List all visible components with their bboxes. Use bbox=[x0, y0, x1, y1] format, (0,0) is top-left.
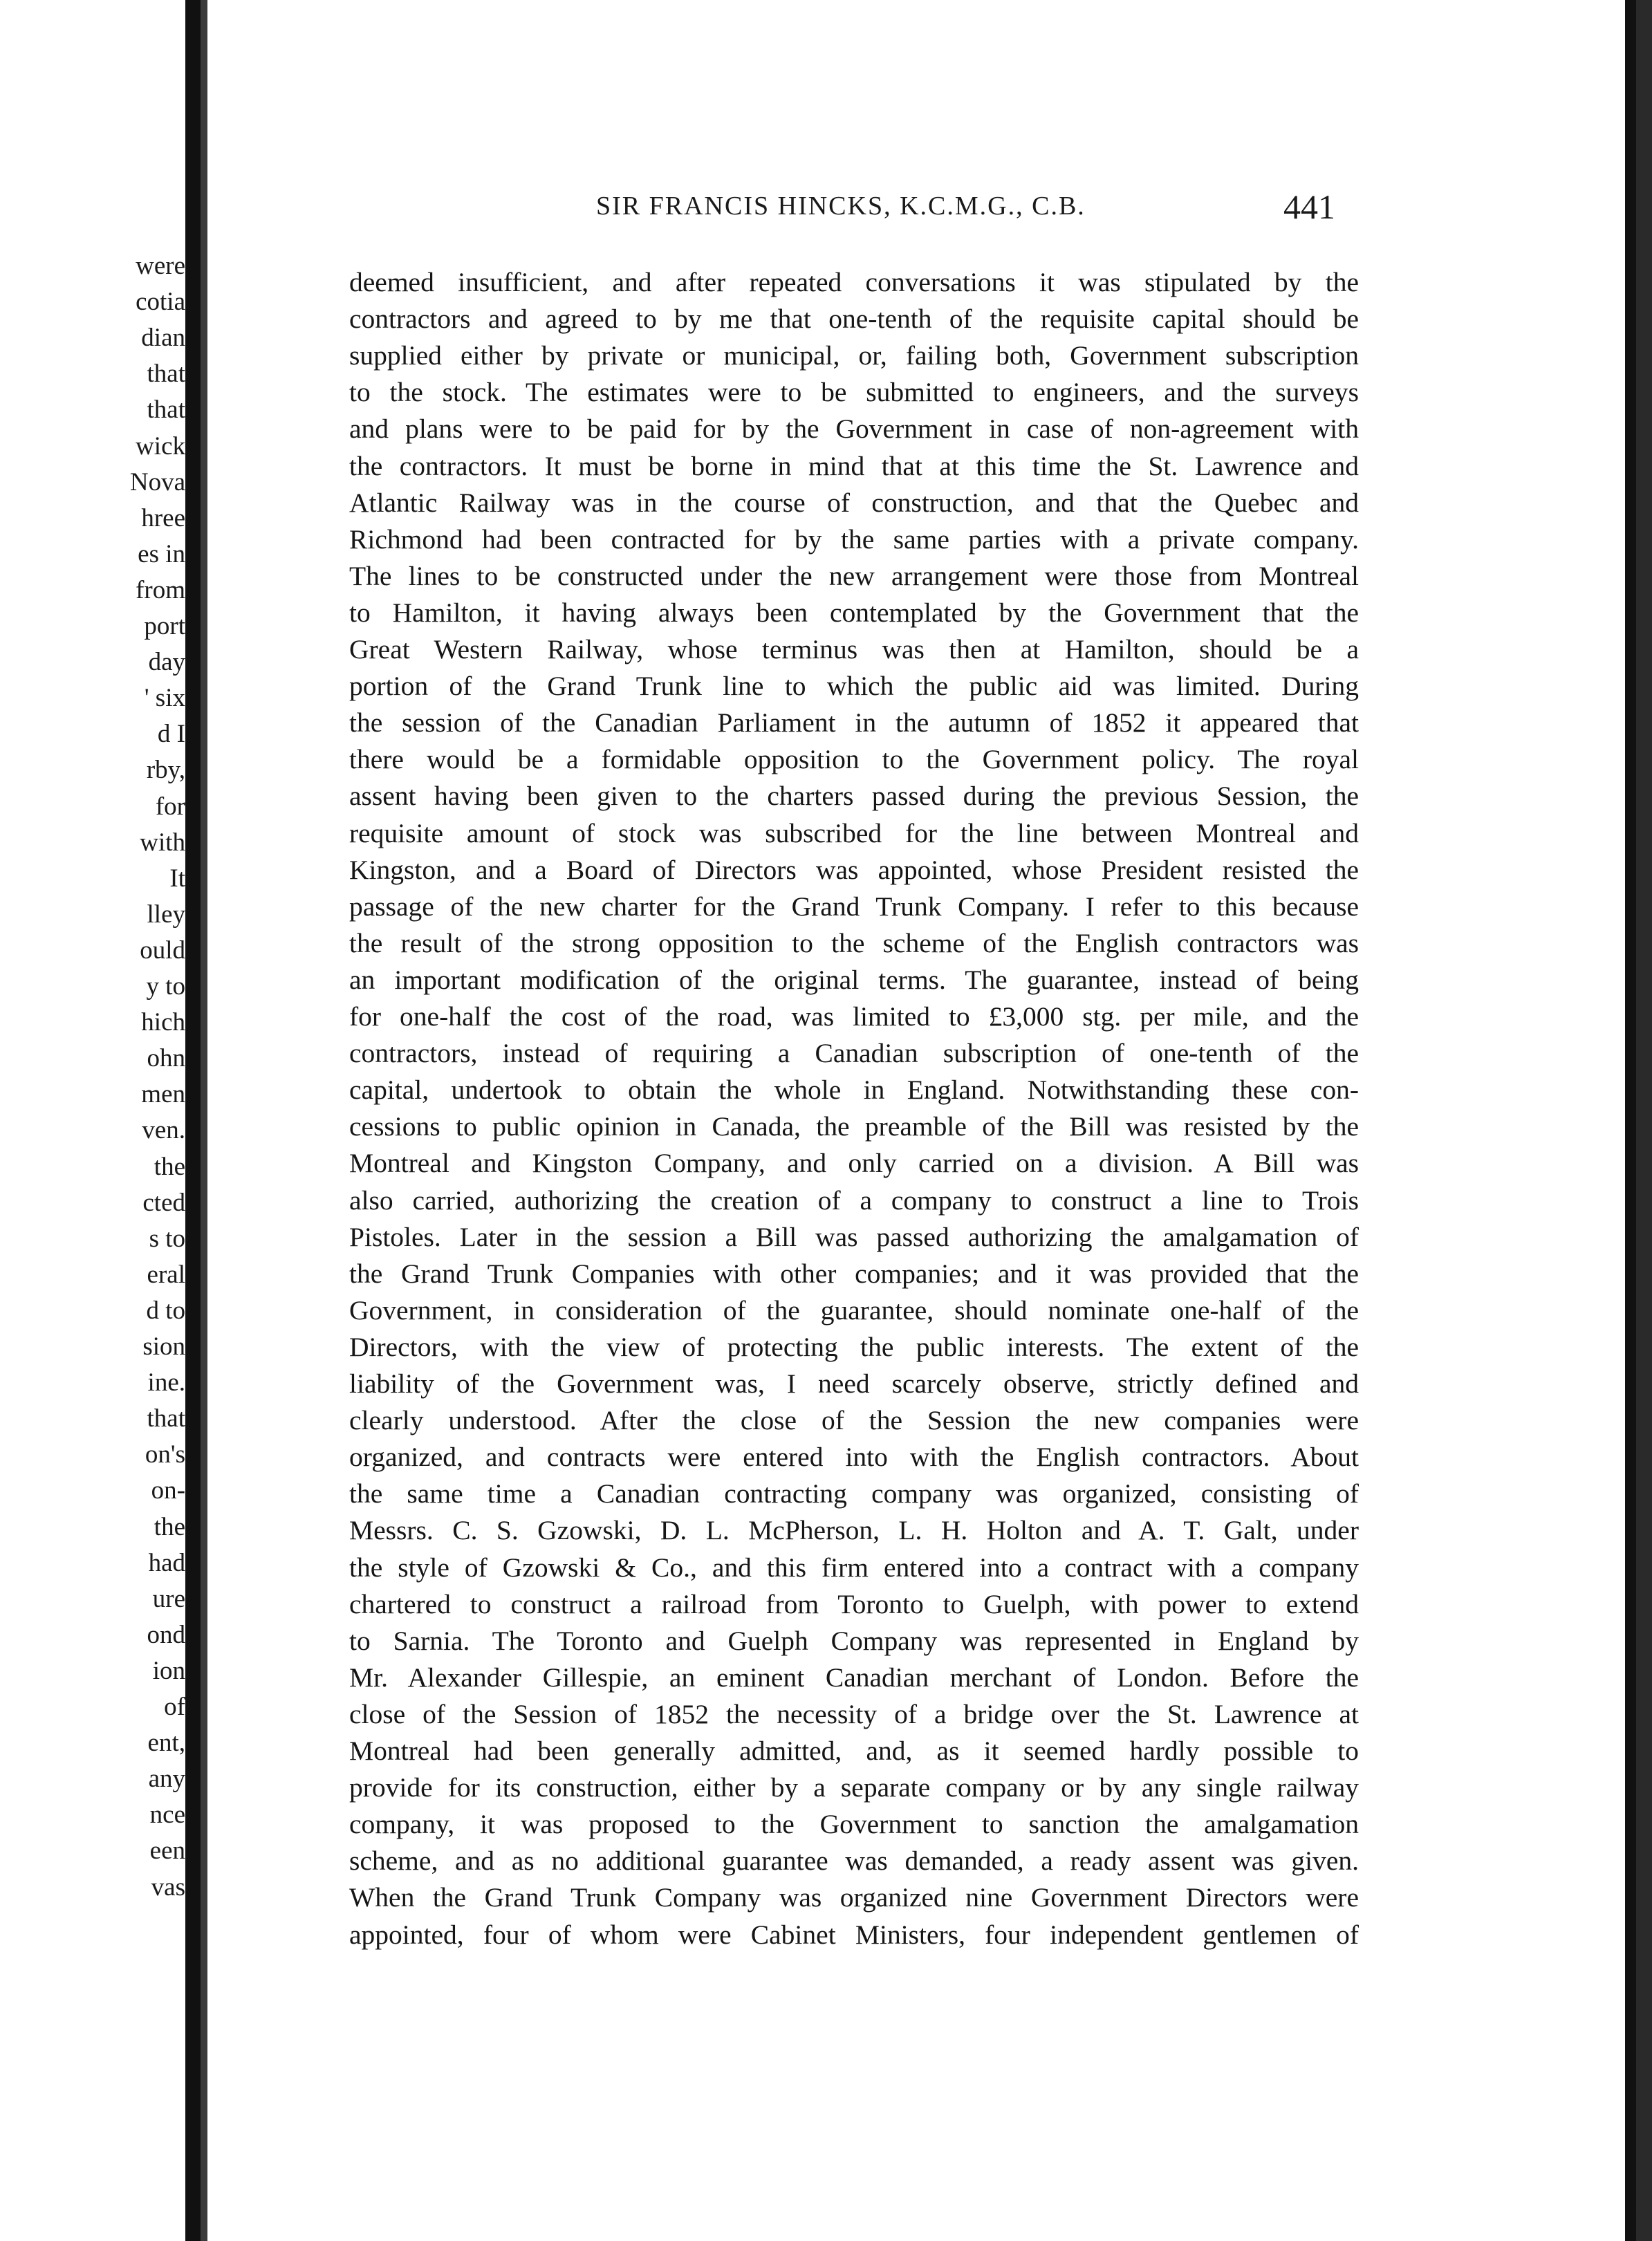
text-line: the result of the strong opposition to the scheme of the English contractors was bbox=[349, 927, 1359, 958]
text-line: the session of the Canadian Parliament in the autumn of 1852 it appeared that bbox=[349, 707, 1359, 738]
text-line: Directors, with the view of protecting the public interests. The extent of the bbox=[349, 1331, 1359, 1362]
facing-page-fragment: lley bbox=[147, 900, 185, 929]
text-line: appointed, four of whom were Cabinet Ministers, four independent gentlemen of bbox=[349, 1919, 1359, 1950]
facing-page-fragment: ould bbox=[140, 936, 185, 965]
facing-page-fragment: from bbox=[136, 575, 185, 604]
facing-page-fragment: nce bbox=[149, 1801, 185, 1830]
text-line: capital, undertook to obtain the whole in England. Notwithstanding these con- bbox=[349, 1075, 1359, 1106]
text-line: contractors and agreed to by me that one-tenth of the requisite capital should be bbox=[349, 304, 1359, 335]
text-line: the style of Gzowski & Co., and this firm entered into a contract with a company bbox=[349, 1552, 1359, 1583]
facing-page-fragment: that bbox=[147, 360, 185, 389]
text-line: deemed insufficient, and after repeated conversations it was stipulated by the bbox=[349, 267, 1359, 297]
facing-page-fragment: It bbox=[169, 864, 185, 893]
text-line: cessions to public opinion in Canada, the preamble of the Bill was resisted by the bbox=[349, 1111, 1359, 1142]
text-line: The lines to be constructed under the new arrangement were those from Montreal bbox=[349, 560, 1359, 591]
running-head: SIR FRANCIS HINCKS, K.C.M.G., C.B. bbox=[596, 192, 1086, 221]
facing-page-fragment: on- bbox=[151, 1476, 185, 1505]
facing-page-fragment: day bbox=[148, 648, 185, 677]
text-line: Great Western Railway, whose terminus was then at Hamilton, should be a bbox=[349, 634, 1359, 664]
facing-page-fragment: Nova bbox=[129, 467, 185, 496]
facing-page-fragment: port bbox=[144, 612, 185, 640]
facing-page-fragment: were bbox=[136, 252, 185, 280]
facing-page-fragment: that bbox=[147, 396, 185, 425]
facing-page-fragment: the bbox=[154, 1152, 185, 1181]
text-line: also carried, authorizing the creation of a company to construct a line to Trois bbox=[349, 1184, 1359, 1216]
facing-page-fragment: ' six bbox=[144, 684, 185, 713]
text-line: close of the Session of 1852 the necessity of a bridge over the St. Lawrence at bbox=[349, 1698, 1359, 1729]
text-line: Pistoles. Later in the session a Bill was passed authorizing the amalgamation of bbox=[349, 1221, 1359, 1252]
text-line: clearly understood. After the close of the Session the new companies were bbox=[349, 1405, 1359, 1436]
text-line: chartered to construct a railroad from Toronto to Guelph, with power to extend bbox=[349, 1588, 1359, 1619]
text-line: and plans were to be paid for by the Government in case of non-agreement with bbox=[349, 413, 1359, 445]
facing-page-fragment: eral bbox=[147, 1260, 185, 1289]
scan-speck bbox=[1628, 443, 1631, 452]
facing-page-fragment: of bbox=[164, 1693, 185, 1721]
text-line: Montreal and Kingston Company, and only carried on a division. A Bill was bbox=[349, 1148, 1359, 1179]
text-line: Mr. Alexander Gillespie, an eminent Canadian merchant of London. Before the bbox=[349, 1662, 1359, 1693]
facing-page-fragment: ent, bbox=[147, 1729, 185, 1758]
text-line: When the Grand Trunk Company was organized nine Government Directors were bbox=[349, 1882, 1359, 1913]
text-line: Government, in consideration of the guarantee, should nominate one-half of the bbox=[349, 1294, 1359, 1326]
text-line: assent having been given to the charters passed during the previous Session, the bbox=[349, 781, 1359, 812]
facing-page-fragment: ond bbox=[147, 1620, 185, 1649]
text-line: to Sarnia. The Toronto and Guelph Company was represented in England by bbox=[349, 1625, 1359, 1656]
page-number: 441 bbox=[1283, 187, 1335, 226]
facing-page-fragment: wick bbox=[136, 431, 185, 461]
facing-page-fragment: dian bbox=[141, 324, 185, 353]
text-line: Kingston, and a Board of Directors was appointed, whose President resisted the bbox=[349, 854, 1359, 885]
text-line: the same time a Canadian contracting company was organized, consisting of bbox=[349, 1478, 1359, 1509]
text-line: Richmond had been contracted for by the same parties with a private company. bbox=[349, 523, 1359, 555]
facing-page-fragment: ure bbox=[152, 1584, 185, 1613]
facing-page-fragment: d I bbox=[157, 720, 185, 749]
page-gutter-left bbox=[185, 0, 201, 2241]
text-line: liability of the Government was, I need scarcely observe, strictly defined and bbox=[349, 1368, 1359, 1399]
facing-page-fragment: for bbox=[155, 792, 185, 821]
facing-page-fragment: any bbox=[148, 1765, 185, 1794]
page-gutter-right-shadow bbox=[1636, 0, 1652, 2241]
page-gutter-left-shadow bbox=[201, 0, 207, 2241]
facing-page-fragment: rby, bbox=[146, 756, 185, 785]
text-line: for one-half the cost of the road, was limited to £3,000 stg. per mile, and the bbox=[349, 1001, 1359, 1032]
facing-page-fragment: ohn bbox=[147, 1044, 185, 1073]
facing-page-fragment: the bbox=[154, 1512, 185, 1541]
facing-page-fragment: vas bbox=[151, 1872, 185, 1901]
facing-page-fragment: had bbox=[148, 1548, 185, 1577]
text-line: portion of the Grand Trunk line to which the public aid was limited. During bbox=[349, 671, 1359, 702]
text-line: to the stock. The estimates were to be submitted to engineers, and the surveys bbox=[349, 377, 1359, 408]
text-line: Messrs. C. S. Gzowski, D. L. McPherson, L. H. Holton and A. T. Galt, under bbox=[349, 1515, 1359, 1546]
facing-page-fragment: on's bbox=[145, 1440, 185, 1469]
text-line: there would be a formidable opposition to the Government policy. The royal bbox=[349, 744, 1359, 775]
text-line: passage of the new charter for the Grand Trunk Company. I refer to this because bbox=[349, 891, 1359, 922]
text-line: to Hamilton, it having always been contemplated by the Government that the bbox=[349, 597, 1359, 628]
text-line: provide for its construction, either by a separate company or by any single railway bbox=[349, 1772, 1359, 1803]
text-line: Montreal had been generally admitted, and, as it seemed hardly possible to bbox=[349, 1736, 1359, 1766]
text-line: supplied either by private or municipal, or, failing both, Government subscription bbox=[349, 340, 1359, 371]
facing-page-fragment: ion bbox=[152, 1656, 185, 1685]
facing-page-fragment: sion bbox=[142, 1332, 185, 1361]
text-line: Atlantic Railway was in the course of construction, and that the Quebec and bbox=[349, 487, 1359, 518]
text-line: contractors, instead of requiring a Canadian subscription of one-tenth of the bbox=[349, 1038, 1359, 1069]
facing-page-edge bbox=[0, 0, 185, 2241]
facing-page-fragment: with bbox=[140, 828, 185, 857]
text-line: an important modification of the original terms. The guarantee, instead of being bbox=[349, 964, 1359, 995]
text-line: organized, and contracts were entered into with the English contractors. About bbox=[349, 1442, 1359, 1473]
text-line: scheme, and as no additional guarantee was demanded, a ready assent was given. bbox=[349, 1845, 1359, 1877]
facing-page-fragment: ven. bbox=[142, 1116, 185, 1145]
facing-page-fragment: cted bbox=[142, 1188, 185, 1217]
facing-page-fragment: men bbox=[141, 1080, 185, 1109]
facing-page-fragment: that bbox=[147, 1404, 185, 1433]
facing-page-fragment: d to bbox=[146, 1296, 185, 1325]
text-line: requisite amount of stock was subscribed for the line between Montreal and bbox=[349, 817, 1359, 848]
facing-page-fragment: hich bbox=[141, 1008, 185, 1037]
facing-page-fragment: ine. bbox=[147, 1368, 185, 1397]
facing-page-fragment: s to bbox=[149, 1224, 185, 1253]
facing-page-fragment: hree bbox=[141, 503, 185, 532]
facing-page-fragment: y to bbox=[146, 972, 185, 1001]
facing-page-fragment: cotia bbox=[136, 288, 185, 317]
text-line: the contractors. It must be borne in mind that at this time the St. Lawrence and bbox=[349, 450, 1359, 481]
text-line: company, it was proposed to the Government to sanction the amalgamation bbox=[349, 1809, 1359, 1840]
scan-speck bbox=[191, 1490, 194, 1505]
text-line: the Grand Trunk Companies with other companies; and it was provided that the bbox=[349, 1258, 1359, 1289]
facing-page-fragment: es in bbox=[138, 539, 185, 568]
facing-page-fragment: een bbox=[149, 1836, 185, 1866]
page-gutter-right bbox=[1625, 0, 1636, 2241]
